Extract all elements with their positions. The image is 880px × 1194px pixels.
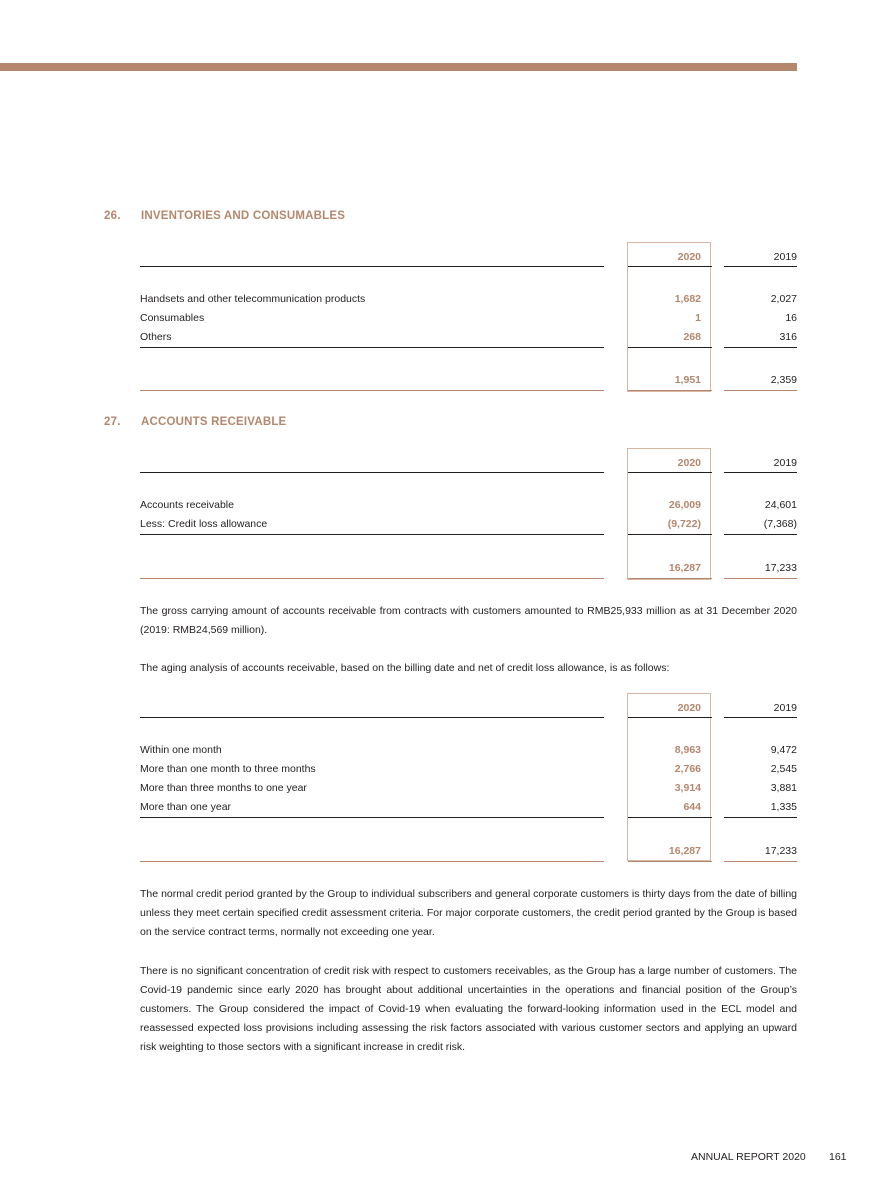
total-2020: 16,287	[668, 845, 701, 857]
value-2019: 1,335	[770, 801, 797, 813]
subtotal-rule	[628, 534, 712, 535]
row-label: More than one year	[140, 801, 232, 813]
row-label: Consumables	[140, 312, 205, 324]
section-number: 27.	[104, 416, 121, 428]
year-current-header: 2020	[677, 457, 701, 469]
inventories-table	[140, 242, 797, 394]
header-rule	[724, 472, 797, 473]
table-header-row	[140, 251, 797, 265]
value-2019: 9,472	[770, 744, 797, 756]
value-2020: 268	[683, 331, 701, 343]
year-current-header: 2020	[677, 702, 701, 714]
total-rule	[628, 390, 712, 391]
value-2020: 8,963	[674, 744, 701, 756]
value-2019: 3,881	[770, 782, 797, 794]
header-rule	[628, 717, 712, 718]
year-prior-header: 2019	[773, 251, 797, 263]
total-2020: 16,287	[668, 562, 701, 574]
paragraph-credit-period: The normal credit period granted by the Group to individual subscribers and general corporate customers is thirty days from the date of billing unless they meet certain specified credit assessment criteria. For major corporate customers, the credit period granted by the Group is based on the service contract terms, normally not exceeding one year.	[140, 888, 797, 938]
section-27-heading	[104, 416, 286, 428]
value-2020: 3,914	[674, 782, 701, 794]
subtotal-rule	[140, 347, 604, 348]
row-label: More than one month to three months	[140, 763, 316, 775]
value-2019: 16	[785, 312, 797, 324]
row-label: Less: Credit loss allowance	[140, 518, 268, 530]
subtotal-rule	[140, 817, 604, 818]
total-rule	[724, 861, 797, 862]
aging-table	[140, 693, 797, 863]
header-rule	[628, 472, 712, 473]
table-row	[140, 801, 797, 815]
total-rule	[140, 578, 604, 579]
row-label: Within one month	[140, 744, 222, 756]
table-header-row	[140, 702, 797, 716]
table-row	[140, 763, 797, 777]
value-2020: (9,722)	[667, 518, 701, 530]
table-row	[140, 499, 797, 513]
subtotal-rule	[724, 817, 797, 818]
value-2020: 644	[683, 801, 701, 813]
subtotal-rule	[724, 534, 797, 535]
year-prior-header: 2019	[773, 702, 797, 714]
value-2020: 26,009	[668, 499, 701, 511]
total-2019: 17,233	[764, 845, 797, 857]
subtotal-rule	[628, 817, 712, 818]
section-number: 26.	[104, 210, 121, 222]
total-2019: 2,359	[770, 374, 797, 386]
paragraph-credit-risk: There is no significant concentration of credit risk with respect to customers receivables, as the Group has a large number of customers. The Covid-19 pandemic since early 2020 has brought about additional uncertainties in the operations and financial position of the Group’s customers. The Group considered the impact of Covid-19 when evaluating the forward-looking information used in the ECL model and reassessed expected loss provisions including assessing the risk factors associated with various customer sectors and applying an upward risk weighting to those sectors with a significant increase in credit risk.	[140, 965, 797, 1053]
value-2019: 2,545	[770, 763, 797, 775]
top-accent-bar	[0, 63, 797, 71]
value-2019: (7,368)	[763, 518, 797, 530]
subtotal-rule	[628, 347, 712, 348]
paragraph-gross-amount: The gross carrying amount of accounts receivable from contracts with customers amounted to RMB25,933 million as at 31 December 2020 (2019: RMB24,569 million).	[140, 605, 797, 636]
header-rule	[724, 266, 797, 267]
value-2019: 24,601	[764, 499, 797, 511]
header-rule	[140, 472, 604, 473]
header-rule	[724, 717, 797, 718]
year-current-header: 2020	[677, 251, 701, 263]
table-row	[140, 312, 797, 326]
value-2020: 1,682	[674, 293, 701, 305]
total-rule	[628, 578, 712, 579]
year-prior-header: 2019	[773, 457, 797, 469]
header-rule	[140, 266, 604, 267]
total-2019: 17,233	[764, 562, 797, 574]
section-26-heading	[104, 210, 345, 222]
value-2019: 2,027	[770, 293, 797, 305]
total-row	[140, 562, 797, 576]
footer-report-title: ANNUAL REPORT 2020	[691, 1151, 806, 1163]
total-rule	[724, 390, 797, 391]
table-header-row	[140, 457, 797, 471]
table-row	[140, 293, 797, 307]
footer-page-number: 161	[829, 1151, 847, 1163]
total-row	[140, 374, 797, 388]
total-rule	[140, 861, 604, 862]
row-label: Handsets and other telecommunication products	[140, 293, 366, 305]
value-2020: 2,766	[674, 763, 701, 775]
header-rule	[140, 717, 604, 718]
row-label: More than three months to one year	[140, 782, 307, 794]
section-title: INVENTORIES AND CONSUMABLES	[141, 210, 346, 222]
row-label: Accounts receivable	[140, 499, 234, 511]
table-row	[140, 518, 797, 532]
value-2019: 316	[779, 331, 797, 343]
total-2020: 1,951	[674, 374, 701, 386]
paragraph-aging-intro: The aging analysis of accounts receivable, based on the billing date and net of credit loss allowance, is as follows:	[140, 662, 670, 674]
value-2020: 1	[695, 312, 701, 324]
subtotal-rule	[140, 534, 604, 535]
table-row	[140, 331, 797, 345]
current-year-column-box	[627, 693, 711, 861]
total-rule	[628, 861, 712, 862]
total-rule	[724, 578, 797, 579]
table-row	[140, 782, 797, 796]
subtotal-rule	[724, 347, 797, 348]
header-rule	[628, 266, 712, 267]
total-row	[140, 845, 797, 859]
table-row	[140, 744, 797, 758]
receivables-table	[140, 448, 797, 582]
row-label: Others	[140, 331, 172, 343]
total-rule	[140, 390, 604, 391]
section-title: ACCOUNTS RECEIVABLE	[141, 416, 287, 428]
